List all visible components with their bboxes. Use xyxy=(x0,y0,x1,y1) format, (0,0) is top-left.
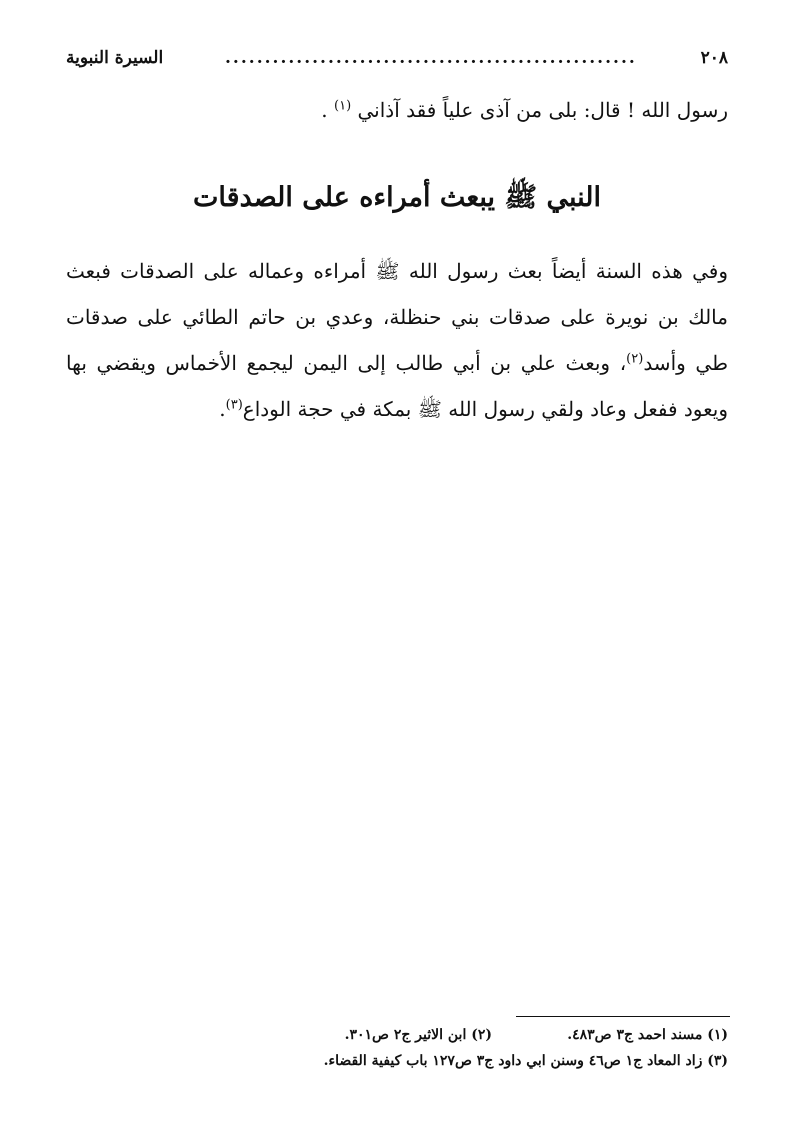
footnote-3: (٣) زاد المعاد ج١ ص٤٦ وسنن ابي داود ج٣ ص١٢٧ باب كيفية القضاء. xyxy=(323,1053,728,1069)
footnote-ref-3: (٣) xyxy=(225,397,243,413)
section-heading: النبي ﷺ يبعث أمراءه على الصدقات xyxy=(193,182,601,213)
footnote-2: (٢) ابن الاثير ج٢ ص٣٠١. xyxy=(344,1027,492,1043)
footnote-ref-2: (٢) xyxy=(626,351,644,367)
footnote-ref-1: (١) xyxy=(334,98,352,114)
book-title: السيرة النبوية xyxy=(66,48,164,68)
continuation-period: . xyxy=(321,98,328,122)
footnote-row-1 xyxy=(66,1022,728,1048)
paragraph-part-2: ، وبعث علي بن أبي طالب إلى اليمن ليجمع الأخماس ويقضي بها ويعود ففعل وعاد ولقي رسول الله ﷺ بمكة في حجة الوداع xyxy=(66,351,728,421)
main-paragraph xyxy=(66,248,728,432)
footnote-row-2 xyxy=(66,1048,728,1074)
running-header xyxy=(66,44,728,72)
footnotes xyxy=(66,1022,728,1074)
continuation-line xyxy=(66,94,728,126)
paragraph-part-1: وفي هذه السنة أيضاً بعث رسول الله ﷺ أمراءه وعماله على الصدقات فبعث مالك بن نويرة على صدقات بني حنظلة، وعدي بن حاتم الطائي على صدقات طي وأسد xyxy=(66,259,729,375)
leader-dots: .................................................... xyxy=(225,48,637,68)
footnote-separator xyxy=(516,1016,730,1017)
continuation-text: رسول الله ! قال: بلى من آذى علياً فقد آذاني xyxy=(357,98,728,122)
footnote-1: (١) مسند احمد ج٣ ص٤٨٣. xyxy=(567,1027,728,1043)
page-number: ٢٠٨ xyxy=(700,48,728,68)
paragraph-period: . xyxy=(219,397,226,421)
